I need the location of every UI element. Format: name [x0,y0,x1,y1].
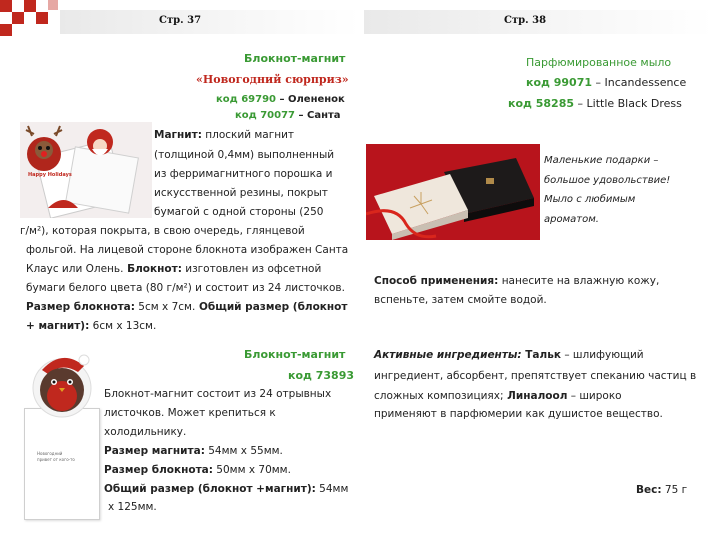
soap-ingredients-label: Активные ингредиенты: [374,349,522,361]
page-number-right: Стр. 38 [504,15,547,26]
soap-usage-line2: вспеньте, затем смойте водой. [374,294,547,306]
product1-total-label: Общий размер (блокнот [195,301,348,313]
page-header-right [364,10,714,34]
product2-code: код 73893 [288,369,355,382]
soap-code1: код 99071 [526,76,593,89]
product2-card-text: Новогодний привет от кого-то [37,451,75,462]
product2-magnet-size-line [104,441,283,461]
soap-code2-line [508,94,682,114]
product1-size-value: 5см х 7см. [134,301,196,313]
product2-notepad [24,408,100,520]
product1-total-line [26,316,156,336]
product1-notebook-line2: бумаги белого цвета (80 г/м²) и состоит из 24 листочков. [26,282,345,294]
product1-desc-line-4: бумагой с одной стороны (250 [154,206,324,218]
product2-magnet-size-label: Размер магнита: [104,445,205,457]
product2-note-size-line [104,460,291,480]
product2-title: Блокнот-магнит [244,348,346,361]
product2-total-value2: х 125мм. [108,501,157,513]
soap-ingredient-linalool-text: – широко [567,390,622,402]
product2-note-size-value: 50мм х 70мм. [212,464,291,476]
product1-code2-name: – Санта [295,110,341,121]
product2-desc-line-2: холодильнику. [104,426,187,438]
product1-subtitle: «Новогодний сюрприз» [196,73,349,86]
product1-total-label2: + магнит): [26,320,90,332]
product1-size-label: Размер блокнота: [26,301,135,313]
product1-desc-line-6: фольгой. На лицевой стороне блокнота изображен Санта [26,244,349,256]
soap-code1-line [526,73,686,93]
product1-size-line [26,297,347,317]
soap-title: Парфюмированное мыло [526,56,672,69]
product1-desc-line-2: из ферримагнитного порошка и [154,168,333,180]
product1-magnet-line [154,125,294,145]
soap-promo-0: Маленькие подарки – [544,155,659,166]
product1-total-value: 6см х 13см. [89,320,157,332]
product1-magnet-label: Магнит: [154,129,202,141]
product1-desc-line-7: Клаус или Олень. [26,263,124,275]
product1-notebook-label: Блокнот: [123,263,182,275]
product1-notebook-text: изготовлен из офсетной [181,263,322,275]
soap-ingredients-line-1 [374,386,622,406]
soap-ingredient-talc-text: – шлифующий [560,349,644,361]
product2-desc-line-1: листочков. Может крепиться к [104,407,276,419]
product1-code2-line [235,106,341,126]
soap-code2-name: – Little Black Dress [574,97,682,110]
product2-note-size-label: Размер блокнота: [104,464,213,476]
soap-code2: код 58285 [508,97,575,110]
soap-image [366,144,540,240]
product1-title: Блокнот-магнит [244,52,346,65]
product1-image-text: Happy Holidays [28,172,72,178]
soap-ingredients-line [374,345,644,365]
product2-total-label: Общий размер (блокнот +магнит): [104,483,316,495]
soap-weight-label: Вес: [636,484,662,496]
product1-desc-line-3: искусственной резины, покрыт [154,187,328,199]
soap-promo-2: Мыло с любимым [544,194,636,205]
soap-promo-1: большое удовольствие! [544,175,671,186]
soap-usage-line [374,271,659,291]
product1-desc-line-0: плоский магнит [201,129,295,141]
product1-notebook-line [26,259,321,279]
page-header-left [60,10,360,34]
checker-decoration [0,0,60,40]
product1-image [20,122,152,218]
soap-weight-value: 75 г [661,484,688,496]
product1-code1-name: – Олененок [276,94,345,105]
soap-promo-3: ароматом. [544,214,599,225]
soap-usage-text: нанесите на влажную кожу, [498,275,660,287]
soap-ingredient-talc: Тальк [521,349,561,361]
product1-desc-line-1: (толщиной 0,4мм) выполненный [154,149,335,161]
product1-code1: код 69790 [216,94,277,105]
product1-code2: код 70077 [235,110,296,121]
product2-total-line [104,479,348,499]
soap-usage-label: Способ применения: [374,275,499,287]
product2-magnet-size-value: 54мм х 55мм. [204,445,283,457]
product2-desc-line-0: Блокнот-магнит состоит из 24 отрывных [104,388,332,400]
page-number-left: Стр. 37 [159,15,202,26]
soap-weight-line [636,480,687,500]
soap-ingredients-line-last: применяют в парфюмерии как душистое вещество. [374,408,663,420]
product1-desc-line-5: г/м²), которая покрыта, в свою очередь, глянцевой [20,225,305,237]
soap-ingredient-linalool: Линалоол [503,390,568,402]
soap-ingredients-line-0: ингредиент, абсорбент, препятствует спеканию частиц в [374,370,697,382]
soap-ingredients-text-1: сложных композициях; [374,390,504,402]
product2-total-value: 54мм [315,483,349,495]
product2-image [22,350,102,522]
soap-code1-name: – Incandessence [592,76,687,89]
